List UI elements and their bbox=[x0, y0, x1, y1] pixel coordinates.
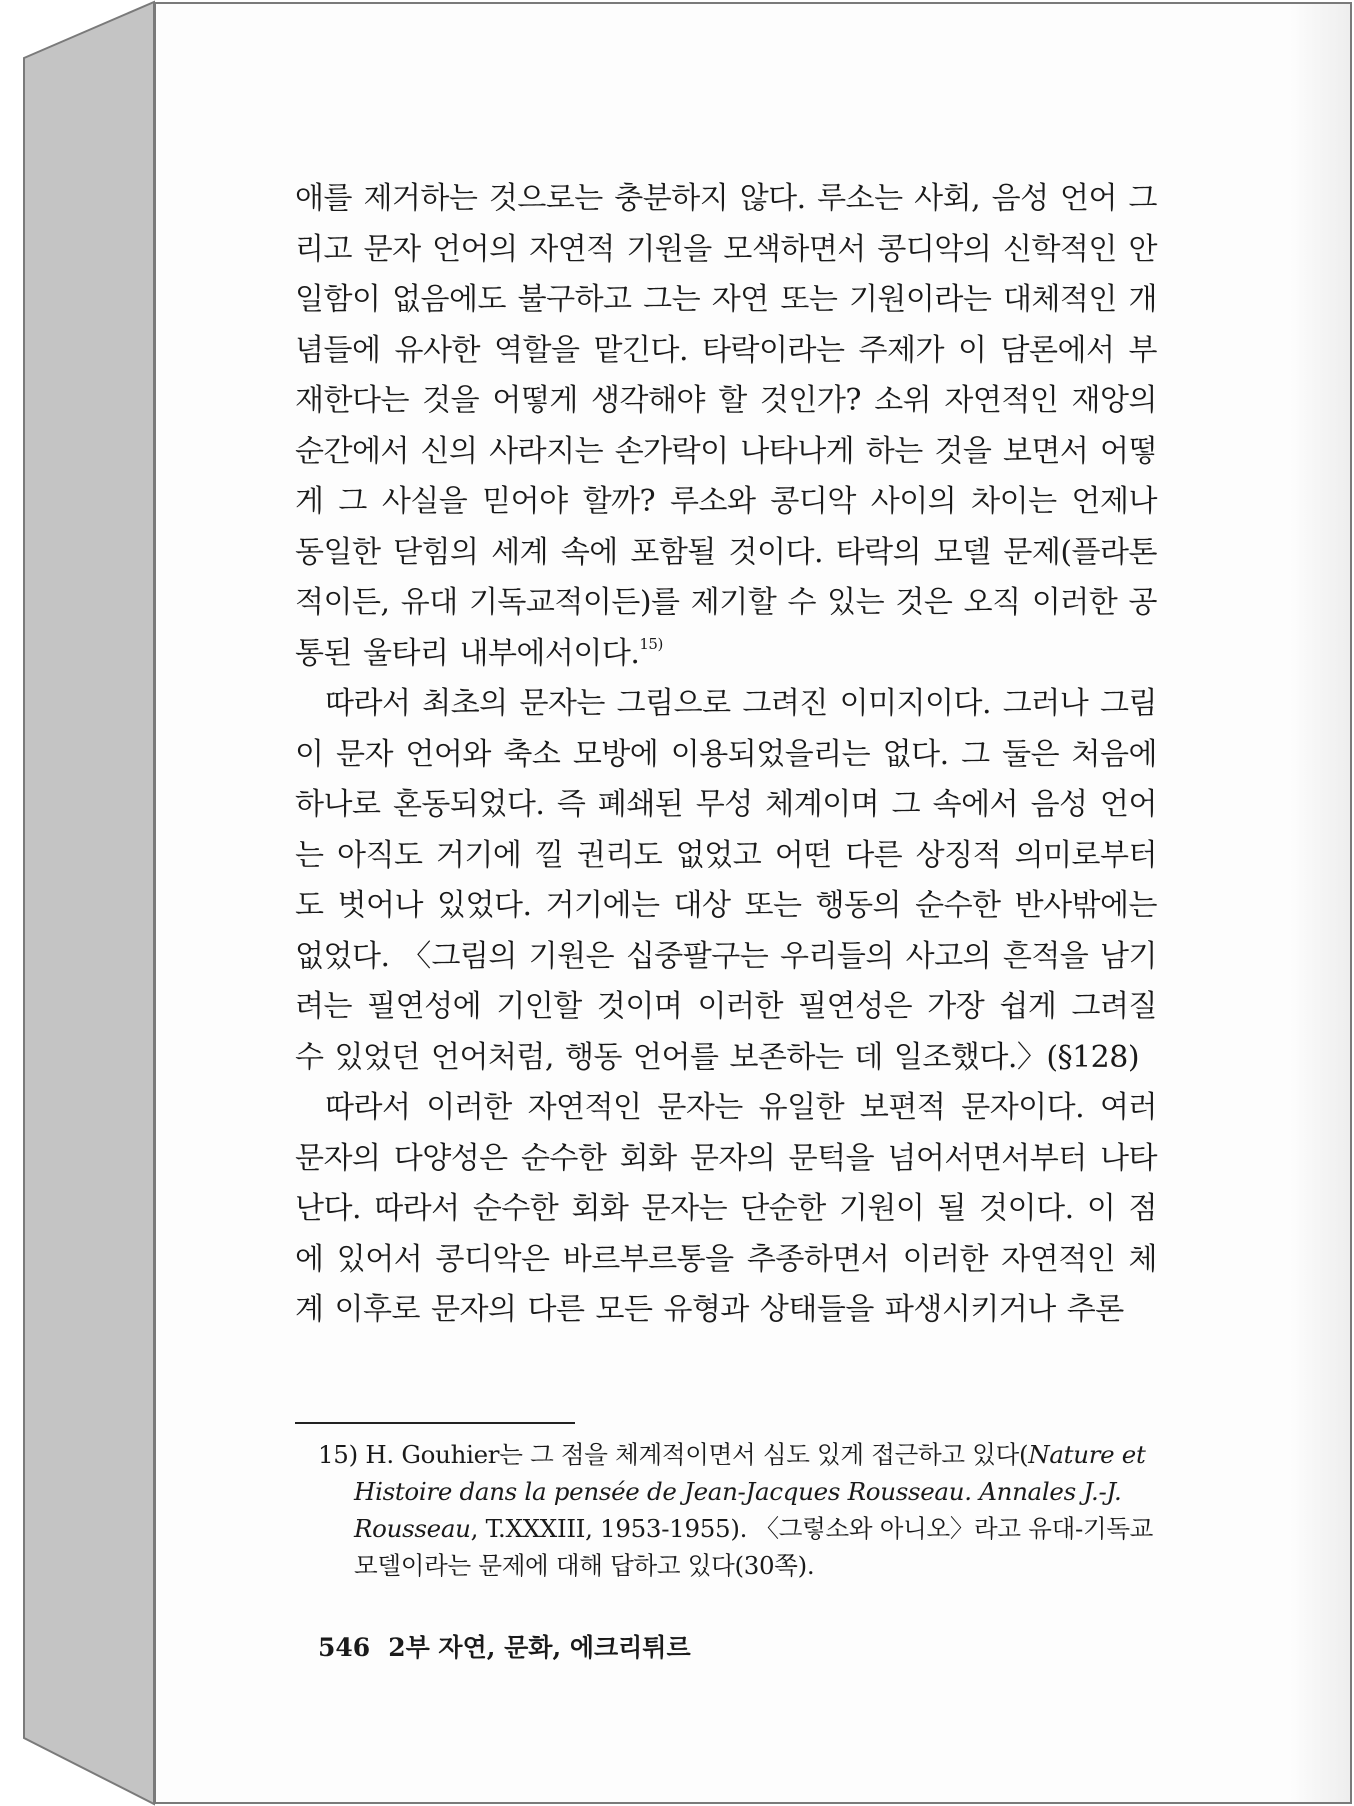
footnote-text-a: H. Gouhier는 그 점을 체계적이면서 심도 있게 접근하고 있다( bbox=[365, 1440, 1029, 1469]
footnote-reference: 15) bbox=[639, 634, 663, 653]
paragraph-3: 따라서 이러한 자연적인 문자는 유일한 보편적 문자이다. 여러 문자의 다양성은 순수한 회화 문자의 문턱을 넘어서면서부터 나타난다. 따라서 순수한 회화 문자는 단순한 기원이 될 것이다. 이 점에 있어서 콩디악은 바르부르통을 추종하면서 이러한 자연적인 체계 이후로 문자의 다른 모든 유형과 상태들을 파생시키거나 추론 bbox=[295, 1090, 1157, 1327]
footnote-italic-title: Nature et Histoire dans la pensée de Jean-Jacques Rousseau. Annales J.-J. Rousseau bbox=[354, 1440, 1146, 1543]
paragraph-1-text: 애를 제거하는 것으로는 충분하지 않다. 루소는 사회, 음성 언어 그리고 문자 언어의 자연적 기원을 모색하면서 콩디악의 신학적인 안일함이 없음에도 불구하고 그는 자연 또는 기원이라는 대체적인 개념들에 유사한 역할을 맡긴다. 타락이라는 주제가 이 담론에서 부재한다는 것을 어떻게 생각해야 할 것인가? 소위 자연적인 재앙의 순간에서 신의 사라지는 손가락이 나타나게 하는 것을 보면서 어떻게 그 사실을 믿어야 할까? 루소와 콩디악 사이의 차이는 언제나 동일한 닫힘의 세계 속에 포함될 것이다. 타락의 모델 문제(플라톤적이든, 유대 기독교적이든)를 제기할 수 있는 것은 오직 이러한 공통된 울타리 내부에서이다. bbox=[295, 181, 1157, 671]
page-shadow bbox=[1290, 4, 1350, 1802]
footnote-body bbox=[318, 1436, 1156, 1584]
footnote-rule bbox=[295, 1422, 575, 1424]
page-number: 546 bbox=[318, 1633, 371, 1662]
book-spine-edge bbox=[0, 0, 160, 1806]
footnote bbox=[318, 1436, 1156, 1584]
footnote-text-b: , T.XXXIII, 1953-1955). 〈그렇소와 아니오〉라고 유대-기독교 모델이라는 문제에 대해 답하고 있다(30쪽). bbox=[354, 1514, 1154, 1580]
section-title: 2부 자연, 문화, 에크리튀르 bbox=[388, 1633, 691, 1662]
paragraph-1 bbox=[295, 174, 1157, 679]
footnote-number: 15) bbox=[318, 1440, 358, 1469]
running-footer bbox=[318, 1628, 691, 1664]
paragraph-2: 따라서 최초의 문자는 그림으로 그려진 이미지이다. 그러나 그림이 문자 언어와 축소 모방에 이용되었을리는 없다. 그 둘은 처음에 하나로 혼동되었다. 즉 폐쇄된 무성 체계이며 그 속에서 음성 언어는 아직도 거기에 낄 권리도 없었고 어떤 다른 상징적 의미로부터도 벗어나 있었다. 거기에는 대상 또는 행동의 순수한 반사밖에는 없었다. 〈그림의 기원은 십중팔구는 우리들의 사고의 흔적을 남기려는 필연성에 기인할 것이며 이러한 필연성은 가장 쉽게 그려질 수 있었던 언어처럼, 행동 언어를 보존하는 데 일조했다.〉(§128) bbox=[295, 686, 1157, 1075]
body-text bbox=[295, 174, 1157, 1336]
